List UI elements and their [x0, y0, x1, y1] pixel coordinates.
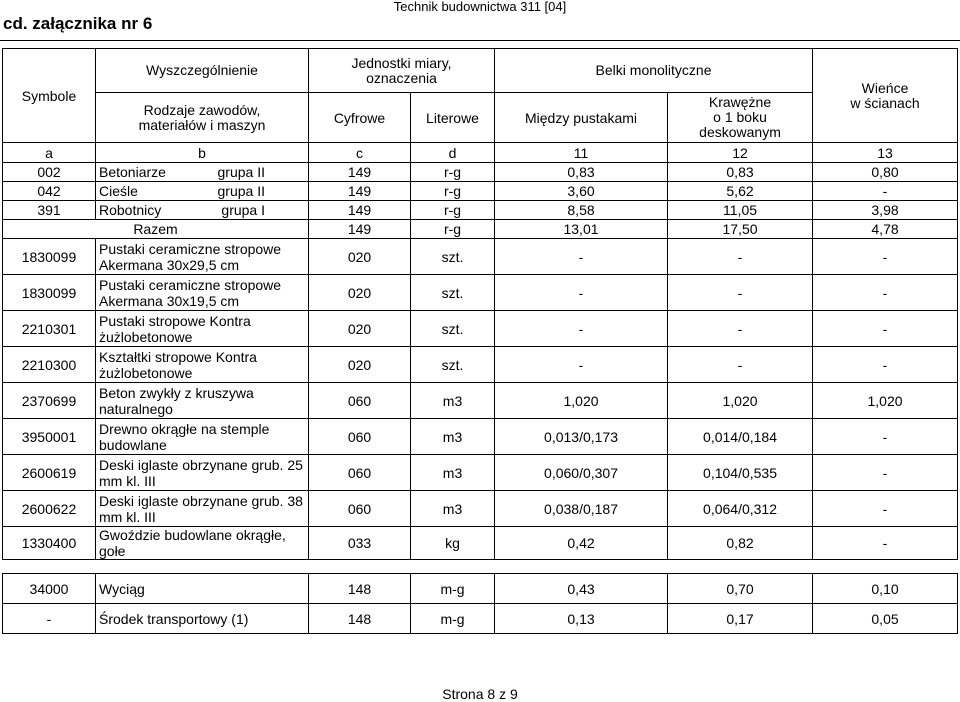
header-miedzy-pustakami: Między pustakami — [495, 93, 668, 143]
cell-v13: - — [813, 182, 958, 201]
cell-name — [96, 163, 309, 182]
cell-cyfrowe: 020 — [309, 347, 411, 383]
letter-d: d — [411, 143, 495, 163]
cell-literowe: r-g — [411, 182, 495, 201]
cell-cyfrowe: 060 — [309, 419, 411, 455]
table-row — [3, 275, 958, 311]
cell-cyfrowe: 149 — [309, 163, 411, 182]
razem-row — [3, 220, 958, 239]
cell-v13: - — [813, 455, 958, 491]
cell-v12: 0,83 — [668, 163, 813, 182]
name-line1: Pustaki ceramiczne stropowe — [99, 276, 282, 293]
table-row — [3, 201, 958, 220]
cell-cyfrowe: 020 — [309, 311, 411, 347]
header-rodzaje-line2: materiałów i maszyn — [138, 116, 266, 133]
cell-v13: 4,78 — [813, 220, 958, 239]
table-row — [3, 383, 958, 419]
cell-literowe: m3 — [411, 455, 495, 491]
cell-v12: - — [668, 275, 813, 311]
cell-symbol: 3950001 — [3, 419, 96, 455]
cell-v13: - — [813, 527, 958, 560]
cell-name — [96, 419, 309, 455]
cell-literowe: r-g — [411, 201, 495, 220]
labor-name: Betoniarze — [99, 164, 166, 180]
cell-v13: - — [813, 275, 958, 311]
cell-name — [96, 455, 309, 491]
cell-literowe: m3 — [411, 491, 495, 527]
document-code: Technik budownictwa 311 [04] — [393, 0, 567, 14]
letters-row — [3, 143, 958, 163]
cell-v12: 11,05 — [668, 201, 813, 220]
cell-cyfrowe: 149 — [309, 201, 411, 220]
cell-literowe: r-g — [411, 163, 495, 182]
cell-symbol: 2210300 — [3, 347, 96, 383]
name-line2: budowlane — [99, 436, 167, 453]
cell-literowe: r-g — [411, 220, 495, 239]
cell-cyfrowe: 033 — [309, 527, 411, 560]
header-krawezne-line2: o 1 boku — [713, 109, 767, 125]
header-jednostki-line2: oznaczenia — [366, 69, 437, 86]
table-row — [3, 239, 958, 275]
letter-11: 11 — [495, 143, 668, 163]
header-rodzaje-line1: Rodzaje zawodów, — [143, 101, 261, 118]
header-symbole: Symbole — [3, 49, 96, 143]
cell-cyfrowe: 149 — [309, 220, 411, 239]
spacer-cell — [3, 560, 958, 574]
table-row — [3, 311, 958, 347]
cell-v13: 1,020 — [813, 383, 958, 419]
cell-v13: - — [813, 347, 958, 383]
cell-symbol: 1830099 — [3, 275, 96, 311]
cell-v12: 0,064/0,312 — [668, 491, 813, 527]
header-jednostki — [309, 49, 495, 93]
cell-v13: - — [813, 239, 958, 275]
header-krawezne-line1: Krawężne — [708, 94, 772, 110]
cell-symbol: 042 — [3, 182, 96, 201]
header-krawezne-line3: deskowanym — [699, 124, 781, 140]
page-number: Strona 8 z 9 — [442, 686, 518, 702]
header-row-1 — [3, 49, 958, 93]
cell-name — [96, 201, 309, 220]
cell-name — [96, 275, 309, 311]
cell-v13: - — [813, 311, 958, 347]
name-line1: Deski iglaste obrzynane grub. 38 — [99, 492, 303, 509]
cell-v13: 0,80 — [813, 163, 958, 182]
cell-symbol: 2600622 — [3, 491, 96, 527]
cell-symbol: 2600619 — [3, 455, 96, 491]
cell-v12: 1,020 — [668, 383, 813, 419]
name-line2: mm kl. III — [99, 472, 156, 489]
name-line1: Beton zwykły z kruszywa — [99, 384, 254, 401]
cell-v12: - — [668, 347, 813, 383]
letter-a: a — [3, 143, 96, 163]
labor-group: grupa II — [217, 183, 265, 199]
cell-symbol: 34000 — [3, 574, 96, 604]
cell-v12: - — [668, 311, 813, 347]
table-row — [3, 455, 958, 491]
header-jednostki-line1: Jednostki miary, — [351, 54, 452, 71]
table-row — [3, 604, 958, 634]
cell-v12: 0,104/0,535 — [668, 455, 813, 491]
cell-v11: 3,60 — [495, 182, 668, 201]
cell-v11: - — [495, 275, 668, 311]
letter-c: c — [309, 143, 411, 163]
header-wience — [813, 49, 958, 143]
letter-12: 12 — [668, 143, 813, 163]
table-row — [3, 574, 958, 604]
cell-v12: 0,82 — [668, 527, 813, 560]
name-line1: Kształtki stropowe Kontra — [99, 348, 257, 365]
cell-v11: - — [495, 311, 668, 347]
cell-literowe: m3 — [411, 383, 495, 419]
cell-name — [96, 239, 309, 275]
cell-cyfrowe: 060 — [309, 383, 411, 419]
cell-name: Środek transportowy (1) — [96, 604, 309, 634]
name-line2: żużlobetonowe — [99, 328, 193, 345]
cell-name — [96, 491, 309, 527]
cell-symbol: 2370699 — [3, 383, 96, 419]
header-belki: Belki monolityczne — [495, 49, 813, 93]
header-divider — [0, 40, 960, 41]
header-rodzaje — [96, 93, 309, 143]
cell-name — [96, 311, 309, 347]
cell-literowe: szt. — [411, 239, 495, 275]
cell-literowe: szt. — [411, 347, 495, 383]
header-literowe: Literowe — [411, 93, 495, 143]
name-line1: Deski iglaste obrzynane grub. 25 — [99, 456, 303, 473]
name-line2: Akermana 30x19,5 cm — [99, 292, 240, 309]
cell-v12: 17,50 — [668, 220, 813, 239]
cell-v11: 0,42 — [495, 527, 668, 560]
cell-v11: 0,83 — [495, 163, 668, 182]
cell-literowe: m-g — [411, 574, 495, 604]
cell-literowe: m3 — [411, 419, 495, 455]
norms-table — [2, 48, 958, 634]
cell-v11: 0,013/0,173 — [495, 419, 668, 455]
name-line2: Akermana 30x29,5 cm — [99, 256, 240, 273]
cell-v12: 0,70 — [668, 574, 813, 604]
labor-name: Cieśle — [99, 183, 138, 199]
name-line1: Drewno okrągłe na stemple — [99, 420, 270, 437]
name-line1: Pustaki stropowe Kontra — [99, 312, 251, 329]
cell-v13: - — [813, 419, 958, 455]
cell-cyfrowe: 020 — [309, 239, 411, 275]
labor-group: grupa II — [217, 164, 265, 180]
cell-name — [96, 383, 309, 419]
cell-name — [96, 182, 309, 201]
cell-literowe: szt. — [411, 311, 495, 347]
cell-v12: 5,62 — [668, 182, 813, 201]
name-line2: naturalnego — [99, 400, 173, 417]
cell-cyfrowe: 149 — [309, 182, 411, 201]
labor-group: grupa I — [221, 202, 265, 218]
cell-literowe: m-g — [411, 604, 495, 634]
cell-name — [96, 347, 309, 383]
cell-v11: 13,01 — [495, 220, 668, 239]
cell-v12: 0,014/0,184 — [668, 419, 813, 455]
table-row — [3, 347, 958, 383]
cell-symbol: 391 — [3, 201, 96, 220]
cell-v13: - — [813, 491, 958, 527]
cell-symbol: - — [3, 604, 96, 634]
cell-v11: 1,020 — [495, 383, 668, 419]
cell-v13: 0,05 — [813, 604, 958, 634]
cell-v11: 8,58 — [495, 201, 668, 220]
table-row — [3, 182, 958, 201]
cell-v11: 0,13 — [495, 604, 668, 634]
cell-name: Wyciąg — [96, 574, 309, 604]
cell-cyfrowe: 060 — [309, 455, 411, 491]
spacer-row — [3, 560, 958, 574]
cell-cyfrowe: 060 — [309, 491, 411, 527]
table-row — [3, 527, 958, 560]
cell-v11: 0,038/0,187 — [495, 491, 668, 527]
header-wience-line2: w ścianach — [850, 94, 920, 111]
cell-v13: 3,98 — [813, 201, 958, 220]
cell-symbol: 002 — [3, 163, 96, 182]
cell-name: Gwoździe budowlane okrągłe, gołe — [96, 527, 309, 560]
name-line2: żużlobetonowe — [99, 364, 193, 381]
table-row — [3, 491, 958, 527]
cell-v13: 0,10 — [813, 574, 958, 604]
cell-literowe: kg — [411, 527, 495, 560]
razem-label: Razem — [3, 220, 309, 239]
header-krawezne — [668, 93, 813, 143]
cell-cyfrowe: 148 — [309, 604, 411, 634]
cell-symbol: 1330400 — [3, 527, 96, 560]
cell-cyfrowe: 148 — [309, 574, 411, 604]
header-wience-line1: Wieńce — [861, 79, 909, 96]
cell-cyfrowe: 020 — [309, 275, 411, 311]
cell-symbol: 1830099 — [3, 239, 96, 275]
header-wyszczegolnienie: Wyszczególnienie — [96, 49, 309, 93]
header-cyfrowe: Cyfrowe — [309, 93, 411, 143]
table-row — [3, 163, 958, 182]
labor-name: Robotnicy — [99, 202, 162, 218]
cell-literowe: szt. — [411, 275, 495, 311]
cell-v11: 0,43 — [495, 574, 668, 604]
cell-v11: 0,060/0,307 — [495, 455, 668, 491]
cell-v11: - — [495, 347, 668, 383]
letter-13: 13 — [813, 143, 958, 163]
letter-b: b — [96, 143, 309, 163]
attachment-title: cd. załącznika nr 6 — [3, 14, 153, 33]
name-line2: mm kl. III — [99, 508, 156, 525]
cell-v12: 0,17 — [668, 604, 813, 634]
table-row — [3, 419, 958, 455]
cell-v12: - — [668, 239, 813, 275]
name-line1: Pustaki ceramiczne stropowe — [99, 240, 282, 257]
cell-symbol: 2210301 — [3, 311, 96, 347]
cell-v11: - — [495, 239, 668, 275]
